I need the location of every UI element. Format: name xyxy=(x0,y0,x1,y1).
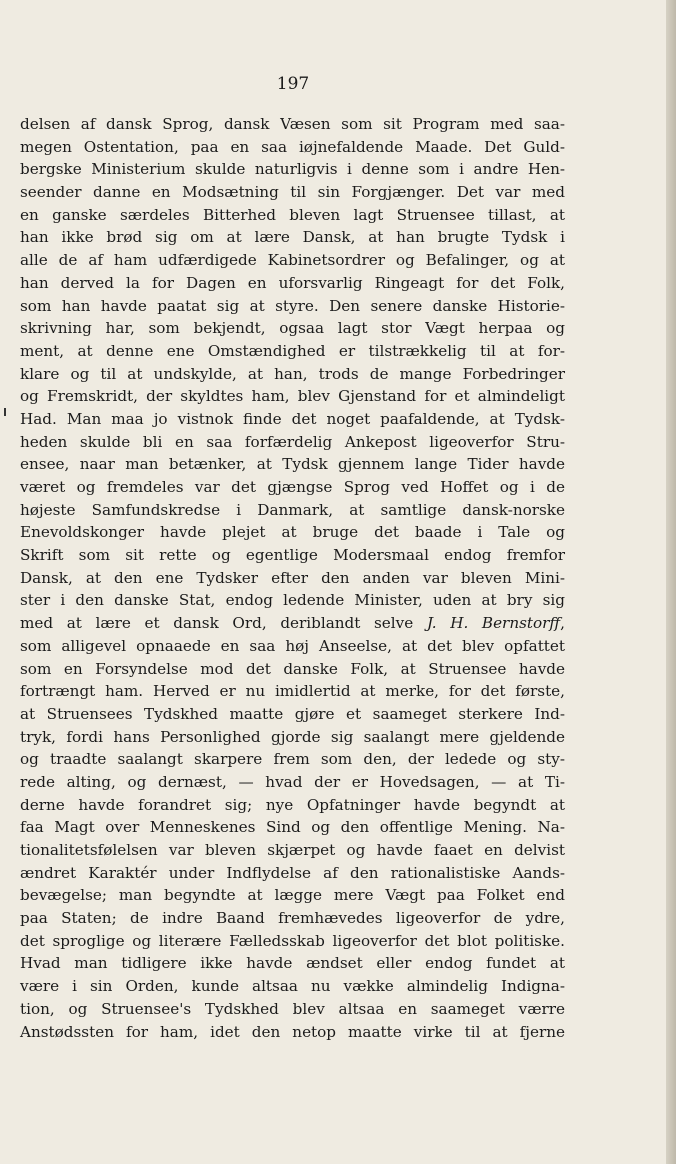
text-line: bergske Ministerium skulde naturligvis i denne som i andre Hen- xyxy=(20,160,565,179)
text-line: fortrængt ham. Herved er nu imidlertid at merke, for det første, xyxy=(20,682,565,701)
text-line: Enevoldskonger havde plejet at bruge det baade i Tale og xyxy=(20,523,565,542)
text-fragment: med at lære et dansk Ord, deriblandt selve xyxy=(20,614,427,633)
text-line: Dansk, at den ene Tydsker efter den anden var bleven Mini- xyxy=(20,568,565,587)
page-edge xyxy=(666,0,676,1164)
text-line: ensee, naar man betænker, at Tydsk gjennem lange Tider havde xyxy=(20,455,565,474)
text-line: alle de af ham udfærdigede Kabinetsordrer og Befalinger, og at xyxy=(20,251,565,270)
text-line: heden skulde bli en saa forfærdelig Ankepost ligeoverfor Stru- xyxy=(20,432,565,451)
text-line: paa Staten; de indre Baand fremhævedes ligeoverfor de ydre, xyxy=(20,909,565,928)
text-line: delsen af dansk Sprog, dansk Væsen som sit Program med saa- xyxy=(20,115,565,133)
text-line: som han havde paatat sig at styre. Den senere danske Historie- xyxy=(20,296,565,315)
italic-name: J. H. Bernstorff xyxy=(426,614,561,633)
text-line: tryk, fordi hans Personlighed gjorde sig saalangt mere gjeldende xyxy=(20,727,565,746)
text-fragment-suffix: , xyxy=(560,614,565,633)
text-line: megen Ostentation, paa en saa iøjnefaldende Maade. Det Guld- xyxy=(20,137,565,156)
text-line: Hvad man tidligere ikke havde ændset eller endog fundet at xyxy=(20,954,565,973)
text-line: seender danne en Modsætning til sin Forgjænger. Det var med xyxy=(20,183,565,202)
text-line: klare og til at undskylde, at han, trods de mange Forbedringer xyxy=(20,364,565,383)
text-line: en ganske særdeles Bitterhed bleven lagt Struensee tillast, at xyxy=(20,205,565,224)
text-line: at Struensees Tydskhed maatte gjøre et saameget sterkere Ind- xyxy=(20,704,565,723)
text-line: det sproglige og literære Fælledsskab ligeoverfor det blot politiske. xyxy=(20,931,565,950)
text-line: højeste Samfundskredse i Danmark, at samtlige dansk-norske xyxy=(20,500,565,519)
text-line: faa Magt over Menneskenes Sind og den offentlige Mening. Na- xyxy=(20,818,565,837)
margin-mark xyxy=(4,408,6,416)
text-line: Anstødssten for ham, idet den netop maatte virke til at fjerne xyxy=(20,1022,565,1041)
text-line: han derved la for Dagen en uforsvarlig Ringeagt for det Folk, xyxy=(20,273,565,292)
text-line: tion, og Struensee's Tydskhed blev altsaa en saameget værre xyxy=(20,999,565,1018)
text-line: rede alting, og dernæst, — hvad der er Hovedsagen, — at Ti- xyxy=(20,772,565,791)
text-line: han ikke brød sig om at lære Dansk, at han brugte Tydsk i xyxy=(20,228,565,247)
text-line: bevægelse; man begyndte at lægge mere Vægt paa Folket end xyxy=(20,886,565,905)
text-line: som en Forsyndelse mod det danske Folk, at Struensee havde xyxy=(20,659,565,678)
text-line: ændret Karaktér under Indflydelse af den rationalistiske Aands- xyxy=(20,863,565,882)
text-line: ment, at denne ene Omstændighed er tilstrækkelig til at for- xyxy=(20,341,565,360)
text-line: tionalitetsfølelsen var bleven skjærpet og havde faaet en delvist xyxy=(20,841,565,859)
text-line: være i sin Orden, kunde altsaa nu vække almindelig Indigna- xyxy=(20,977,565,996)
body-text xyxy=(20,113,565,1043)
text-line: som alligevel opnaaede en saa høj Anseelse, at det blev opfattet xyxy=(20,636,565,655)
text-line: derne havde forandret sig; nye Opfatninger havde begyndt at xyxy=(20,795,565,814)
text-line: Had. Man maa jo vistnok finde det noget paafaldende, at Tydsk- xyxy=(20,409,565,428)
text-line: og Fremskridt, der skyldtes ham, blev Gjenstand for et almindeligt xyxy=(20,387,565,406)
text-line: været og fremdeles var det gjængse Sprog ved Hoffet og i de xyxy=(20,478,565,496)
text-line: og traadte saalangt skarpere frem som den, der ledede og sty- xyxy=(20,750,565,769)
text-line: ster i den danske Stat, endog ledende Minister, uden at bry sig xyxy=(20,591,565,610)
text-line: Skrift som sit rette og egentlige Modersmaal endog fremfor xyxy=(20,546,565,565)
page-number: 197 xyxy=(276,74,310,94)
text-line: skrivning har, som bekjendt, ogsaa lagt stor Vægt herpaa og xyxy=(20,319,565,338)
text-line-with-name xyxy=(20,612,565,635)
